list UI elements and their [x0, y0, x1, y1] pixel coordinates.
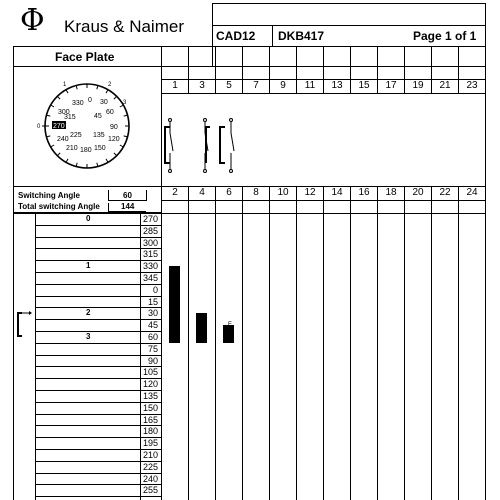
terminal-bottom-10: 10: [277, 187, 289, 198]
switching-angle-value: 60: [123, 191, 132, 200]
face-plate-dial: [20, 70, 150, 180]
brand-name: Kraus & Naimer: [64, 17, 184, 36]
terminal-top-19: 19: [412, 80, 424, 91]
row-angle: 165: [142, 415, 158, 425]
terminal-bottom-2: 2: [172, 187, 178, 198]
row-angle: 195: [142, 438, 158, 448]
logo-icon: Φ: [20, 3, 45, 38]
svg-text:225: 225: [70, 132, 82, 139]
bracket-arrow-icon: [15, 310, 33, 340]
pos-1-label: 1: [63, 82, 67, 88]
svg-text:0: 0: [88, 97, 92, 104]
total-switching-angle-value: 144: [121, 202, 135, 211]
svg-text:300: 300: [58, 109, 70, 116]
row-angle: 345: [142, 273, 158, 283]
row-angle: 300: [142, 238, 158, 248]
row-angle: 255: [142, 485, 158, 495]
row-angle: 60: [147, 332, 158, 342]
terminal-top-9: 9: [280, 80, 286, 91]
svg-text:45: 45: [94, 113, 102, 120]
terminal-top-7: 7: [253, 80, 259, 91]
terminal-bottom-18: 18: [385, 187, 397, 198]
row-angle: 135: [142, 391, 158, 401]
svg-text:210: 210: [66, 145, 78, 152]
svg-text:120: 120: [108, 136, 120, 143]
svg-text:240: 240: [57, 136, 69, 143]
terminal-top-15: 15: [358, 80, 370, 91]
terminal-bottom-24: 24: [466, 187, 478, 198]
row-angle: 150: [142, 403, 158, 413]
terminal-bottom-6: 6: [226, 187, 232, 198]
terminal-bottom-16: 16: [358, 187, 370, 198]
code2: DKB417: [278, 29, 325, 43]
terminal-top-21: 21: [439, 80, 451, 91]
code1: CAD12: [216, 29, 256, 43]
terminal-bottom-12: 12: [304, 187, 316, 198]
page-indicator: Page 1 of 1: [413, 29, 477, 43]
row-angle: 285: [142, 226, 158, 236]
row-angle: 180: [142, 426, 158, 436]
contact-symbols: [161, 93, 485, 186]
terminal-top-1: 1: [172, 80, 178, 91]
terminal-top-23: 23: [466, 80, 478, 91]
terminal-top-13: 13: [331, 80, 343, 91]
svg-text:315: 315: [64, 114, 76, 121]
terminal-bottom-4: 4: [199, 187, 205, 198]
contact-bar-1-2: [169, 266, 180, 343]
terminal-bottom-8: 8: [253, 187, 259, 198]
row-angle: 30: [147, 308, 158, 318]
pos-0-label: 0: [37, 124, 41, 130]
contact-label-e: E: [228, 322, 233, 328]
terminal-top-17: 17: [385, 80, 397, 91]
svg-text:90: 90: [110, 124, 118, 131]
row-angle: 0: [152, 285, 158, 295]
face-plate-title: Face Plate: [55, 50, 115, 64]
svg-text:150: 150: [94, 145, 106, 152]
row-angle: 315: [142, 249, 158, 259]
row-angle: 45: [147, 320, 158, 330]
row-angle: 15: [147, 297, 158, 307]
row-angle: 105: [142, 367, 158, 377]
terminal-bottom-14: 14: [331, 187, 343, 198]
svg-text:270: 270: [53, 123, 65, 130]
terminal-bottom-22: 22: [439, 187, 451, 198]
row-angle: 330: [142, 261, 158, 271]
row-position: 1: [86, 261, 91, 270]
svg-text:330: 330: [72, 100, 84, 107]
pos-2-label: 2: [108, 82, 112, 88]
row-position: 2: [86, 308, 91, 317]
row-angle: 240: [142, 474, 158, 484]
terminal-bottom-20: 20: [412, 187, 424, 198]
terminal-top-3: 3: [199, 80, 205, 91]
svg-text:135: 135: [93, 132, 105, 139]
row-angle: 75: [147, 344, 158, 354]
terminal-top-5: 5: [226, 80, 232, 91]
svg-text:60: 60: [106, 109, 114, 116]
row-position: 0: [86, 214, 91, 223]
contact-bar-3-4: [196, 313, 207, 343]
row-position: 3: [86, 332, 91, 341]
row-angle: 270: [142, 214, 158, 224]
terminal-top-11: 11: [304, 80, 316, 91]
svg-text:180: 180: [80, 147, 92, 154]
switching-angle-label: Switching Angle: [18, 191, 80, 200]
row-angle: 225: [142, 462, 158, 472]
row-angle: 120: [142, 379, 158, 389]
row-angle: 90: [147, 356, 158, 366]
pos-3-label: 3: [123, 100, 127, 106]
svg-text:30: 30: [100, 99, 108, 106]
total-switching-angle-label: Total switching Angle: [18, 202, 100, 211]
row-angle: 210: [142, 450, 158, 460]
